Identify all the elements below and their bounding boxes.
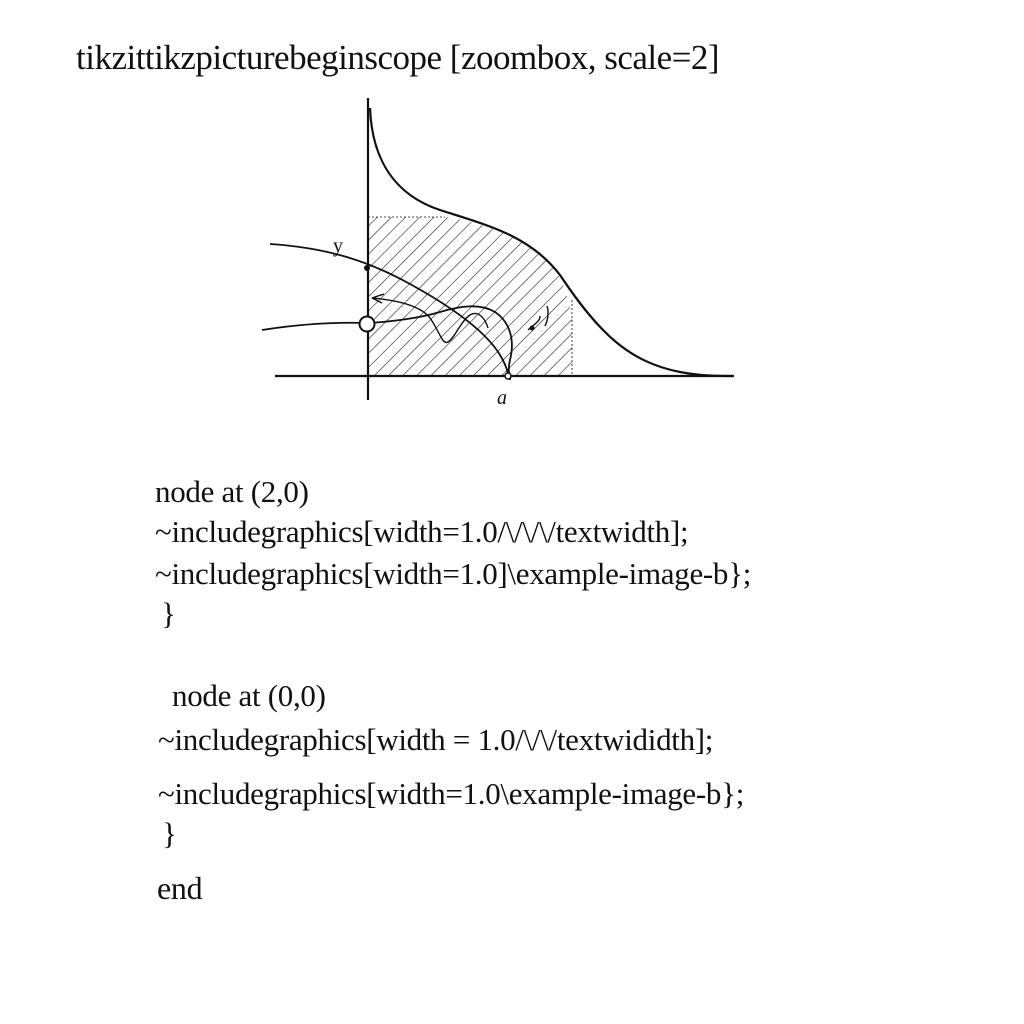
small-dot-right bbox=[530, 326, 535, 331]
axis-point-upper bbox=[364, 265, 370, 271]
axis-point-a bbox=[505, 373, 511, 379]
code-line: node at (0,0) bbox=[172, 678, 326, 713]
code-line: ~includegraphics[width = 1.0/\/\/textwididth]; bbox=[158, 722, 714, 757]
code-line: } bbox=[161, 596, 176, 631]
tikz-figure bbox=[0, 0, 1024, 470]
code-line: ~includegraphics[width=1.0]\example-image-b}; bbox=[155, 556, 752, 591]
open-point bbox=[360, 317, 375, 332]
code-line: } bbox=[162, 816, 177, 851]
code-line: ~includegraphics[width=1.0\example-image-b}; bbox=[158, 776, 745, 811]
hatched-region bbox=[368, 215, 574, 377]
label-a: a bbox=[497, 387, 507, 409]
page-title: tikzittikzpicturebeginscope [zoombox, scale=2] bbox=[76, 38, 720, 77]
code-block-2 bbox=[158, 678, 958, 851]
code-block-1 bbox=[155, 474, 955, 634]
code-line: node at (2,0) bbox=[155, 474, 309, 509]
code-line: ~includegraphics[width=1.0/\/\/\/textwidth]; bbox=[155, 514, 689, 549]
end-keyword: end bbox=[157, 870, 203, 906]
label-y: y bbox=[333, 235, 343, 257]
